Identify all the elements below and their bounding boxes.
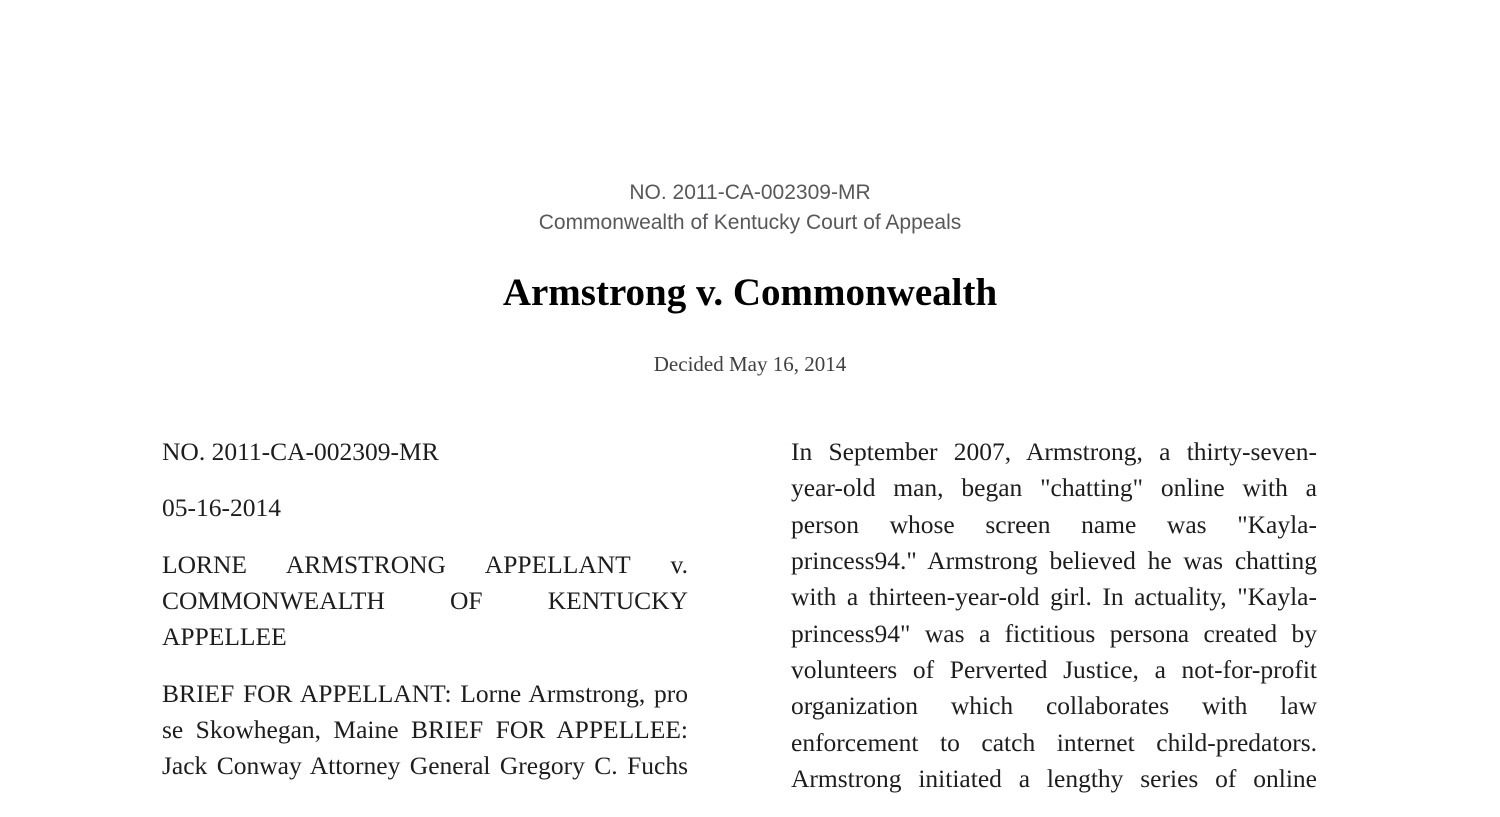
counsel-line: BRIEF FOR APPELLANT: Lorne Armstrong, pro se Skowhegan, Maine BRIEF FOR APPELLEE: Jack Conway Attorney General Gregory C. Fuchs xyxy=(162,678,688,781)
court-name: Commonwealth of Kentucky Court of Appeals xyxy=(538,210,962,234)
opinion-columns xyxy=(0,434,1317,817)
case-caption-line: LORNE ARMSTRONG APPELLANT v. COMMONWEALTH OF KENTUCKY APPELLEE xyxy=(162,549,688,652)
document-header xyxy=(0,0,1500,378)
docket-line: NO. 2011-CA-002309-MR xyxy=(162,437,439,466)
date-line: 05-16-2014 xyxy=(162,493,281,523)
case-title: Armstrong v. Commonwealth xyxy=(502,271,998,314)
left-column xyxy=(162,434,688,817)
docket-number: NO. 2011-CA-002309-MR xyxy=(629,181,871,204)
decided-date: Decided May 16, 2014 xyxy=(653,352,847,376)
opinion-paragraph: In September 2007, Armstrong, a thirty-seven-year-old man, began "chatting" online with a person whose screen name was "Kayla-princess94." Armstrong believed he was chatting with a thirteen-year-old girl. In actuality, "Kayla-princess94" was a fictitious persona created by volunteers of Perverted Justice, a not-for-profit organization which collaborates with law enforcement to catch internet child-predators. Armstrong initiated a lengthy series of online xyxy=(791,437,1317,793)
right-column xyxy=(791,434,1317,817)
